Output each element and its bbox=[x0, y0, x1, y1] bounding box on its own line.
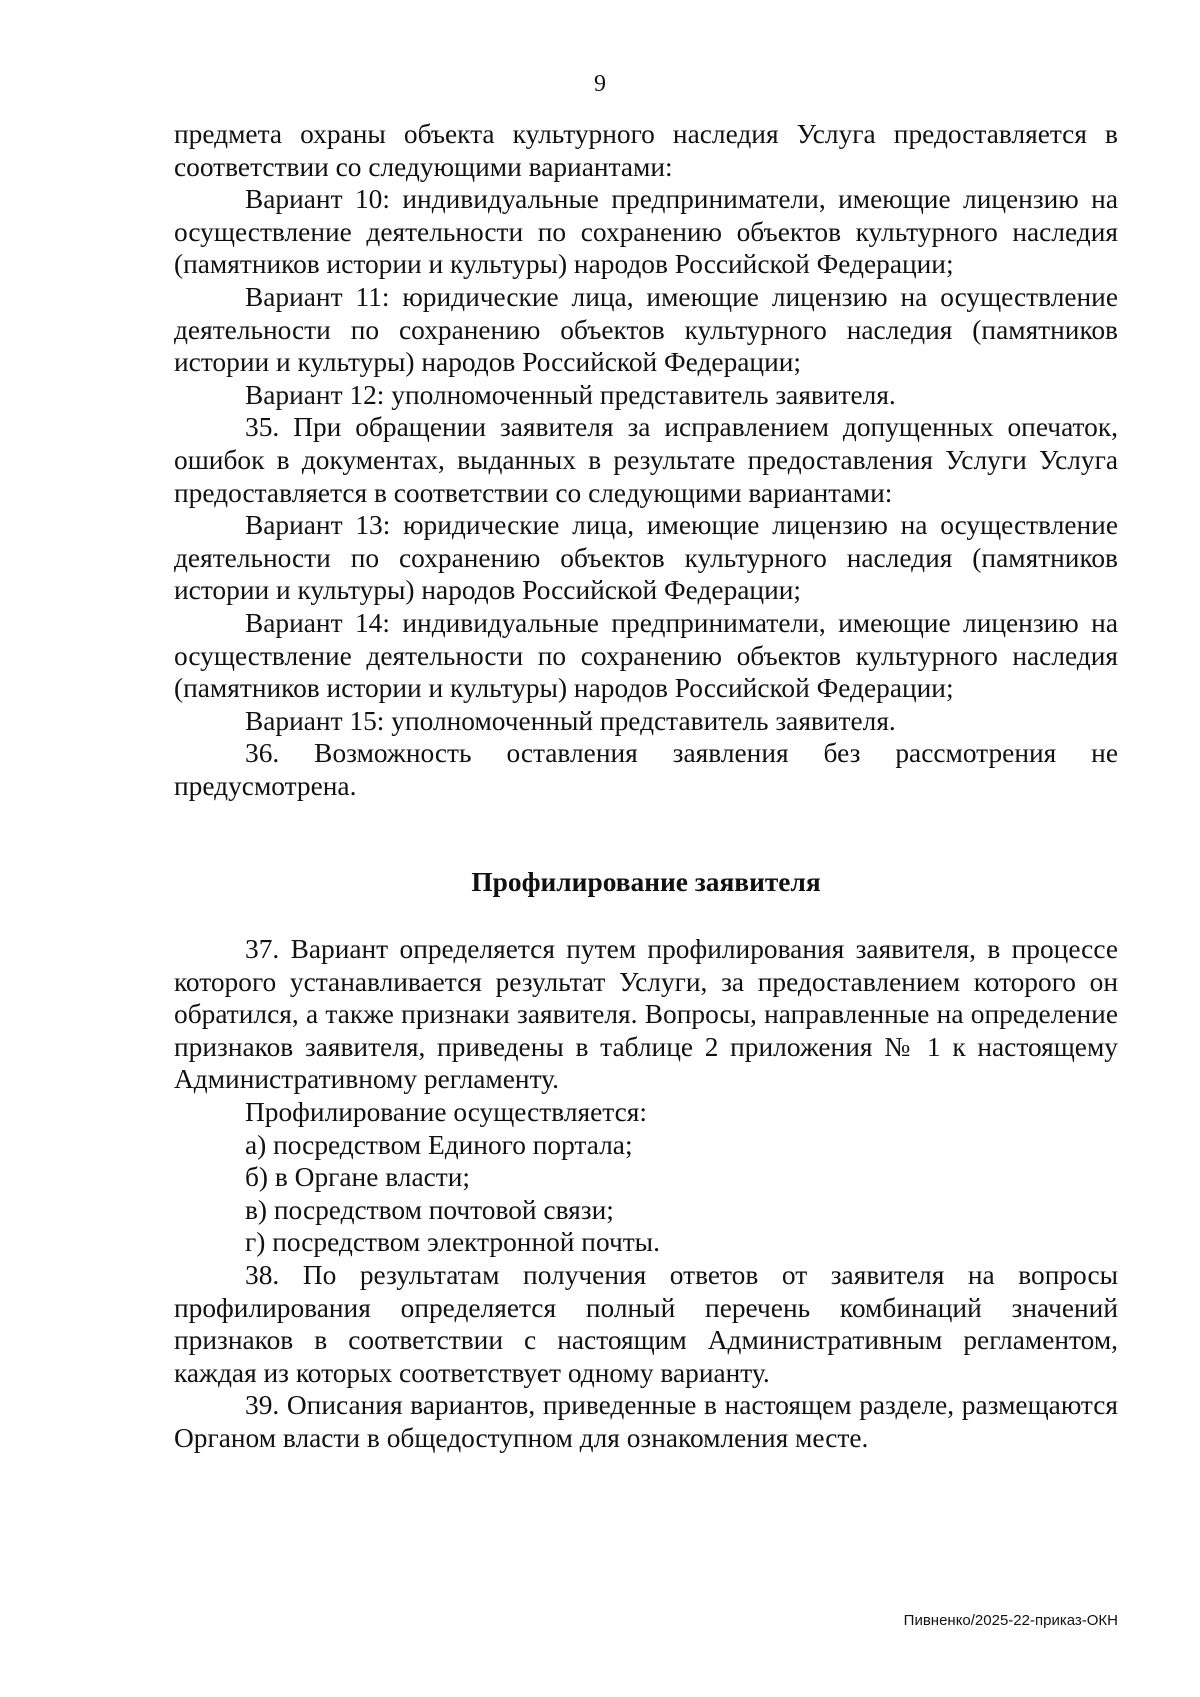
paragraph-variant-11: Вариант 11: юридические лица, имеющие лицензию на осуществление деятельности по сохранению объектов культурного наследия (памятников истории и культуры) народов Российской Федерации; bbox=[174, 281, 1118, 378]
paragraph-profiling-intro: Профилирование осуществляется: bbox=[245, 1097, 647, 1128]
page-number: 9 bbox=[594, 71, 606, 97]
paragraph-variant-12: Вариант 12: уполномоченный представитель заявителя. bbox=[245, 379, 896, 410]
list-item-v: в) посредством почтовой связи; bbox=[245, 1194, 614, 1225]
paragraph-item-39: 39. Описания вариантов, приведенные в настоящем разделе, размещаются Органом власти в общедоступном для ознакомления месте. bbox=[174, 1390, 1118, 1453]
paragraph-variant-13: Вариант 13: юридические лица, имеющие лицензию на осуществление деятельности по сохранению объектов культурного наследия (памятников истории и культуры) народов Российской Федерации; bbox=[174, 510, 1118, 606]
list-item-a: а) посредством Единого портала; bbox=[245, 1129, 633, 1160]
paragraph-item-36: 36. Возможность оставления заявления без рассмотрения не предусмотрена. bbox=[174, 738, 1118, 801]
paragraph-variant-14: Вариант 14: индивидуальные предприниматели, имеющие лицензию на осуществление деятельности по сохранению объектов культурного наследия (памятников истории и культуры) народов Российской Федерации; bbox=[174, 607, 1118, 704]
document-body bbox=[174, 118, 1118, 1455]
document-footer: Пивненко/2025-22-приказ-ОКН bbox=[903, 1612, 1118, 1629]
list-item-b: б) в Органе власти; bbox=[245, 1162, 471, 1193]
paragraph-item-38: 38. По результатам получения ответов от заявителя на вопросы профилирования определяется полный перечень комбинаций значений признаков в соответствии с настоящим Административным регламентом, каждая из которых соответствует одному варианту. bbox=[174, 1260, 1118, 1388]
section-heading: Профилирование заявителя bbox=[471, 867, 821, 898]
list-item-g: г) посредством электронной почты. bbox=[245, 1227, 660, 1258]
paragraph-variant-10: Вариант 10: индивидуальные предприниматели, имеющие лицензию на осуществление деятельности по сохранению объектов культурного наследия (памятников истории и культуры) народов Российской Федерации; bbox=[174, 184, 1118, 280]
paragraph-variant-15: Вариант 15: уполномоченный представитель заявителя. bbox=[245, 705, 896, 736]
paragraph-item-35: 35. При обращении заявителя за исправлением допущенных опечаток, ошибок в документах, выданных в результате предоставления Услуги Услуга предоставляется в соответствии со следующими вариантами: bbox=[174, 412, 1118, 508]
paragraph-item-37: 37. Вариант определяется путем профилирования заявителя, в процессе которого устанавливается результат Услуги, за предоставлением которого он обратился, а также признаки заявителя. Вопросы, направленные на определение признаков заявителя, приведены в таблице 2 приложения № 1 к настоящему Административному регламенту. bbox=[174, 934, 1118, 1095]
paragraph-continuation: предмета охраны объекта культурного наследия Услуга предоставляется в соответствии со следующими вариантами: bbox=[174, 119, 1118, 182]
